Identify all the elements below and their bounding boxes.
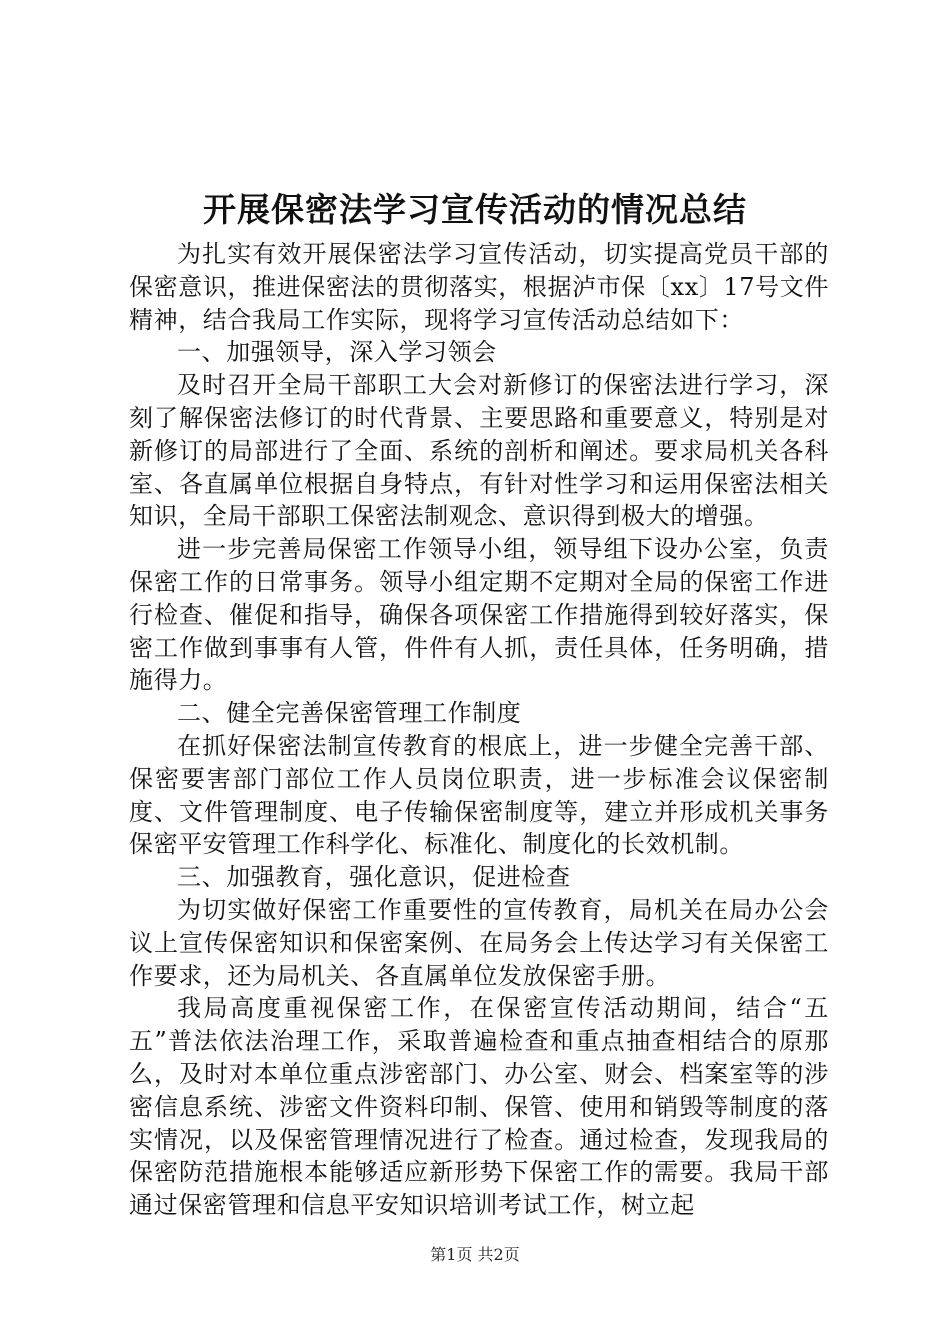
page-number-footer: 第1页 共2页 <box>430 1245 520 1264</box>
paragraph: 在抓好保密法制宣传教育的根底上，进一步健全完善干部、保密要害部门部位工作人员岗位职责，进一步标准会议保密制度、文件管理制度、电子传输保密制度等，建立并形成机关事务保密平安管理工作科学化、标准化、制度化的长效机制。 <box>129 731 829 859</box>
paragraph: 进一步完善局保密工作领导小组，领导组下设办公室，负责保密工作的日常事务。领导小组定期不定期对全局的保密工作进行检查、催促和指导，确保各项保密工作措施得到较好落实，保密工作做到事事有人管，件件有人抓，责任具体，任务明确，措施得力。 <box>129 535 829 695</box>
paragraph-intro: 为扎实有效开展保密法学习宣传活动，切实提高党员干部的保密意识，推进保密法的贯彻落实，根据泸市保〔xx〕17号文件精神，结合我局工作实际，现将学习宣传活动总结如下： <box>129 240 829 334</box>
section-heading-1: 一、加强领导，深入学习领会 <box>177 338 497 367</box>
paragraph: 为切实做好保密工作重要性的宣传教育，局机关在局办公会议上宣传保密知识和保密案例、在局务会上传达学习有关保密工作要求，还为局机关、各直属单位发放保密手册。 <box>129 895 829 990</box>
document-body <box>129 238 829 1222</box>
document-title: 开展保密法学习宣传活动的情况总结 <box>203 190 747 229</box>
section-heading-2: 二、健全完善保密管理工作制度 <box>177 699 522 728</box>
paragraph: 及时召开全局干部职工大会对新修订的保密法进行学习，深刻了解保密法修订的时代背景、主要思路和重要意义，特别是对新修订的局部进行了全面、系统的剖析和阐述。要求局机关各科室、各直属单位根据自身特点，有针对性学习和运用保密法相关知识，全局干部职工保密法制观念、意识得到极大的增强。 <box>129 371 829 531</box>
paragraph: 我局高度重视保密工作，在保密宣传活动期间，结合“五五”普法依法治理工作，采取普遍检查和重点抽查相结合的原那么，及时对本单位重点涉密部门、办公室、财会、档案室等的涉密信息系统、涉密文件资料印制、保管、使用和销毁等制度的落实情况，以及保密管理情况进行了检查。通过检查，发现我局的保密防范措施根本能够适应新形势下保密工作的需要。我局干部通过保密管理和信息平安知识培训考试工作，树立起 <box>129 994 829 1220</box>
section-heading-3: 三、加强教育，强化意识，促进检查 <box>177 863 571 892</box>
